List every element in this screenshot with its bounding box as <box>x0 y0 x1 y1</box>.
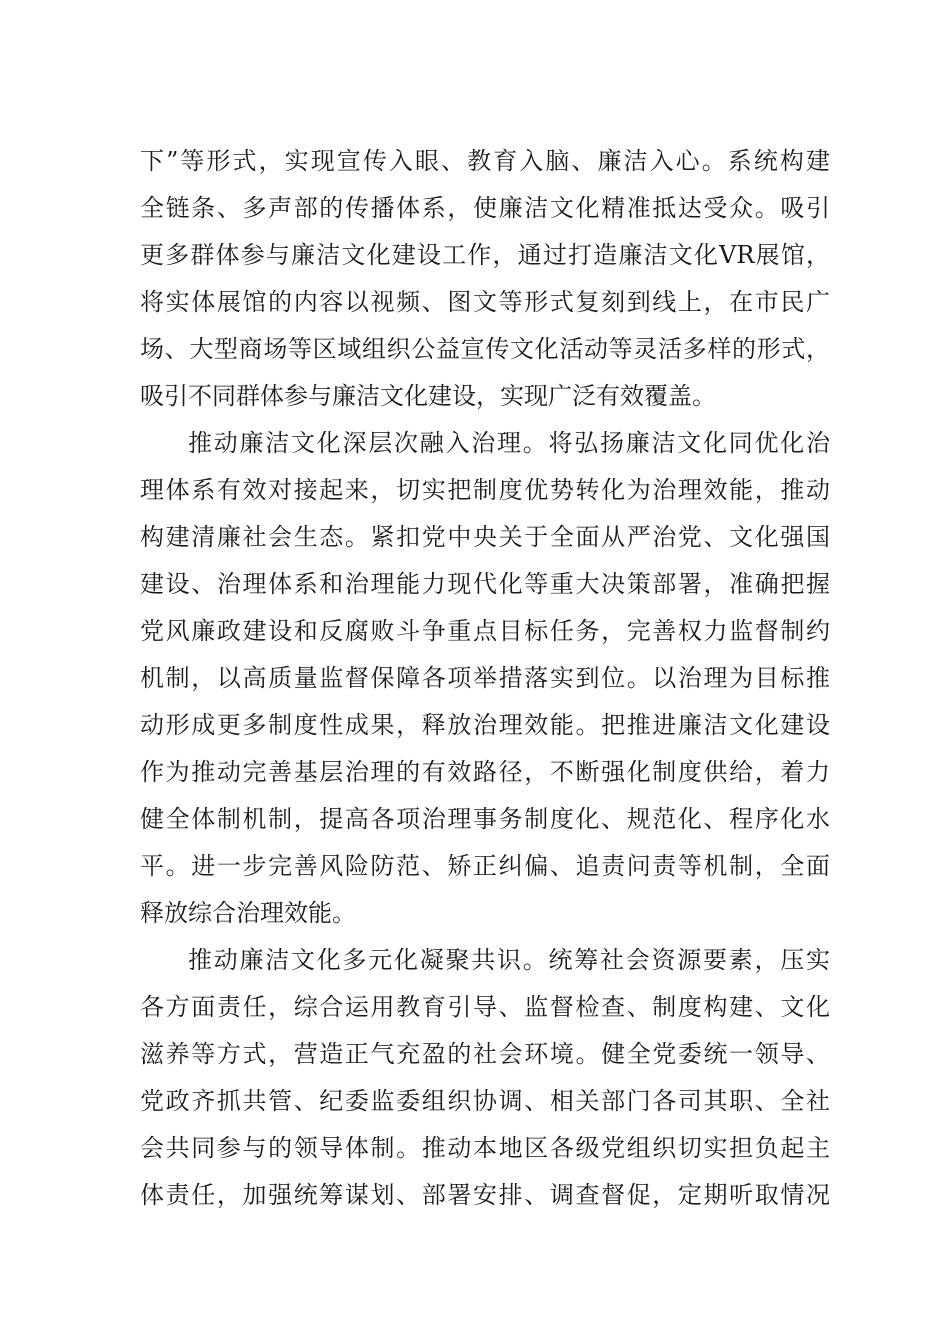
paragraph-2-line-6: 机制，以高质量监督保障各项举措落实到位。以治理为目标推 <box>140 664 830 692</box>
paragraph-3-line-1: 推动廉洁文化多元化凝聚共识。统筹社会资源要素，压实 <box>188 946 830 974</box>
paragraph-3-line-4: 党政齐抓共管、纪委监委组织协调、相关部门各司其职、全社 <box>140 1087 830 1115</box>
paragraph-2-line-5: 党风廉政建设和反腐败斗争重点目标任务，完善权力监督制约 <box>140 617 830 645</box>
paragraph-2-line-1: 推动廉洁文化深层次融入治理。将弘扬廉洁文化同优化治 <box>188 429 830 457</box>
paragraph-1-line-2: 全链条、多声部的传播体系，使廉洁文化精准抵达受众。吸引 <box>140 194 830 222</box>
paragraph-3-line-3: 滋养等方式，营造正气充盈的社会环境。健全党委统一领导、 <box>140 1040 830 1068</box>
paragraph-1-line-5: 场、大型商场等区域组织公益宣传文化活动等灵活多样的形式， <box>140 335 830 363</box>
paragraph-2-line-11: 释放综合治理效能。 <box>140 899 356 927</box>
paragraph-3-line-5: 会共同参与的领导体制。推动本地区各级党组织切实担负起主 <box>140 1134 830 1162</box>
paragraph-2-line-4: 建设、治理体系和治理能力现代化等重大决策部署，准确把握 <box>140 570 830 598</box>
paragraph-1-line-3: 更多群体参与廉洁文化建设工作，通过打造廉洁文化VR展馆， <box>140 241 830 269</box>
paragraph-1-line-1: 下”等形式，实现宣传入眼、教育入脑、廉洁入心。系统构建 <box>140 147 830 175</box>
paragraph-2-line-8: 作为推动完善基层治理的有效路径，不断强化制度供给，着力 <box>140 758 830 786</box>
paragraph-2-line-3: 构建清廉社会生态。紧扣党中央关于全面从严治党、文化强国 <box>140 523 830 551</box>
paragraph-2-line-9: 健全体制机制，提高各项治理事务制度化、规范化、程序化水 <box>140 805 830 833</box>
paragraph-2-line-10: 平。进一步完善风险防范、矫正纠偏、追责问责等机制，全面 <box>140 852 830 880</box>
paragraph-2-line-2: 理体系有效对接起来，切实把制度优势转化为治理效能，推动 <box>140 476 830 504</box>
paragraph-1-line-4: 将实体展馆的内容以视频、图文等形式复刻到线上，在市民广 <box>140 288 830 316</box>
paragraph-3-line-2: 各方面责任，综合运用教育引导、监督检查、制度构建、文化 <box>140 993 830 1021</box>
paragraph-3-line-6: 体责任，加强统筹谋划、部署安排、调查督促，定期听取情况 <box>140 1181 830 1209</box>
paragraph-2-line-7: 动形成更多制度性成果，释放治理效能。把推进廉洁文化建设 <box>140 711 830 739</box>
paragraph-1-line-6: 吸引不同群体参与廉洁文化建设，实现广泛有效覆盖。 <box>140 382 716 410</box>
